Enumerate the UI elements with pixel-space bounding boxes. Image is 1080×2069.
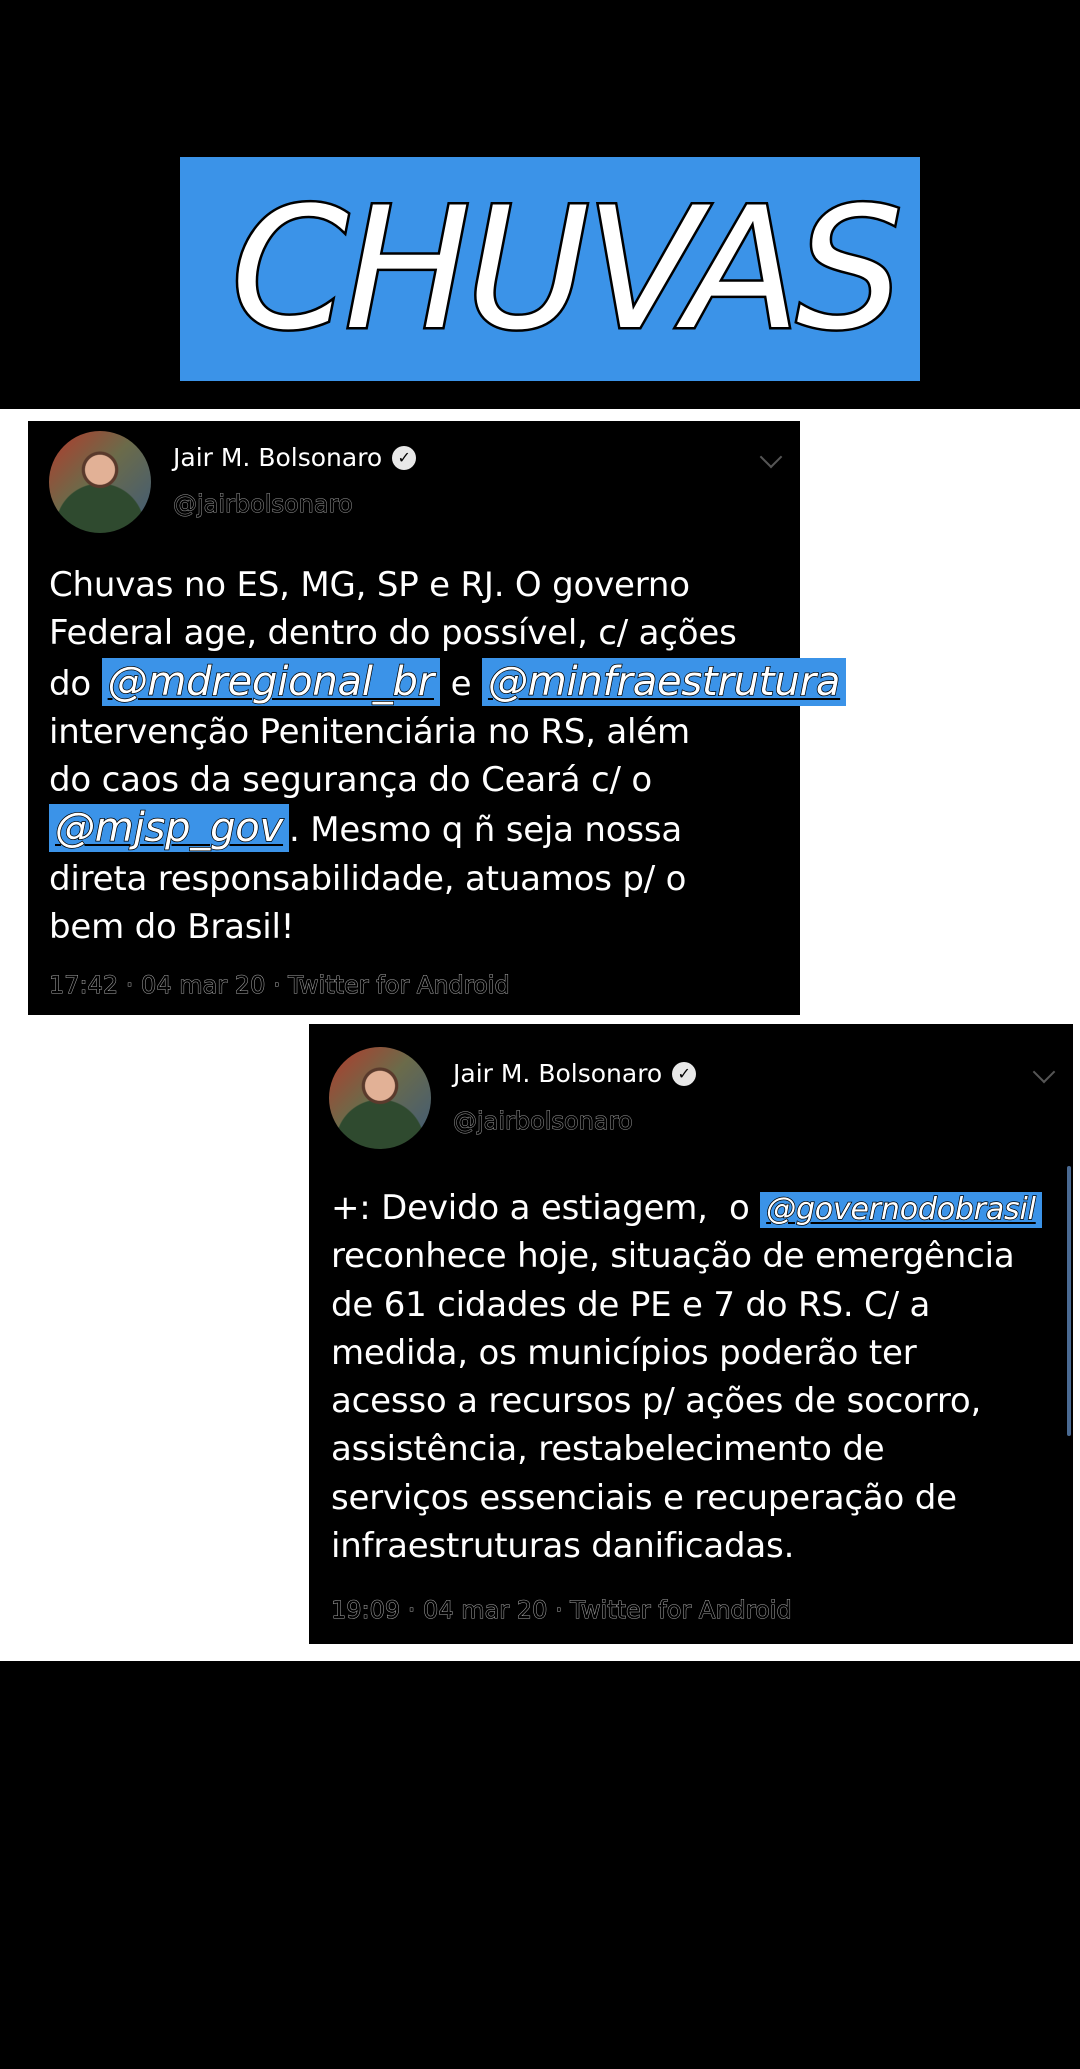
tweet-line: acesso a recursos p/ ações de socorro, bbox=[331, 1381, 982, 1422]
tweet-line: intervenção Penitenciária no RS, além bbox=[49, 711, 690, 752]
tweet-line bbox=[49, 804, 846, 854]
tweet-text: e bbox=[440, 663, 482, 704]
tweet-line: serviços essenciais e recuperação de bbox=[331, 1477, 957, 1518]
chevron-down-icon[interactable] bbox=[1033, 1061, 1056, 1084]
mention-link[interactable]: @mdregional_br bbox=[102, 658, 440, 706]
tweet-line: de 61 cidades de PE e 7 do RS. C/ a bbox=[331, 1284, 931, 1325]
tweet-text: . Mesmo q ñ seja nossa bbox=[289, 810, 683, 851]
tweet-timestamp[interactable]: 17:42 · 04 mar 20 · Twitter for Android bbox=[49, 971, 510, 999]
author-name-row[interactable] bbox=[453, 1059, 696, 1088]
tweet-card-1[interactable] bbox=[28, 421, 841, 1015]
tweet-body bbox=[331, 1184, 1042, 1570]
title-banner bbox=[180, 157, 920, 381]
tweet-card-2[interactable] bbox=[309, 1024, 1073, 1644]
tweet-line: infraestruturas danificadas. bbox=[331, 1526, 795, 1567]
chevron-down-icon[interactable] bbox=[760, 446, 783, 469]
tweet-line bbox=[49, 658, 846, 708]
tweet-line: assistência, restabelecimento de bbox=[331, 1429, 885, 1470]
verified-badge-icon: ✓ bbox=[392, 446, 416, 470]
tweet-timestamp[interactable]: 19:09 · 04 mar 20 · Twitter for Android bbox=[331, 1596, 792, 1624]
author-name: Jair M. Bolsonaro bbox=[453, 1059, 663, 1088]
tweet-text: do bbox=[49, 663, 102, 704]
page-title: CHUVAS bbox=[231, 171, 899, 367]
scrollbar[interactable] bbox=[1067, 1166, 1071, 1436]
tweet-line: reconhece hoje, situação de emergência bbox=[331, 1236, 1015, 1277]
author-name-row[interactable] bbox=[173, 443, 416, 472]
verified-badge-icon: ✓ bbox=[672, 1062, 696, 1086]
tweet-body bbox=[49, 561, 846, 951]
author-handle[interactable]: @jairbolsonaro bbox=[173, 490, 353, 518]
tweet-line: Federal age, dentro do possível, c/ ações bbox=[49, 613, 737, 654]
mention-link[interactable]: @governodobrasil bbox=[760, 1192, 1042, 1228]
tweet-line: Chuvas no ES, MG, SP e RJ. O governo bbox=[49, 565, 690, 605]
tweet-line: do caos da segurança do Ceará c/ o bbox=[49, 760, 652, 801]
avatar[interactable] bbox=[329, 1047, 431, 1149]
tweet-line: direta responsabilidade, atuamos p/ o bbox=[49, 858, 687, 899]
avatar[interactable] bbox=[49, 431, 151, 533]
tweet-line bbox=[331, 1184, 1042, 1232]
mention-link[interactable]: @minfraestrutura bbox=[482, 658, 846, 706]
mention-link[interactable]: @mjsp_gov bbox=[49, 804, 289, 852]
author-name: Jair M. Bolsonaro bbox=[173, 443, 383, 472]
tweet-line: medida, os municípios poderão ter bbox=[331, 1332, 917, 1373]
author-handle[interactable]: @jairbolsonaro bbox=[453, 1107, 633, 1135]
tweet-text: +: Devido a estiagem, o bbox=[331, 1188, 761, 1228]
tweet-line: bem do Brasil! bbox=[49, 907, 295, 948]
